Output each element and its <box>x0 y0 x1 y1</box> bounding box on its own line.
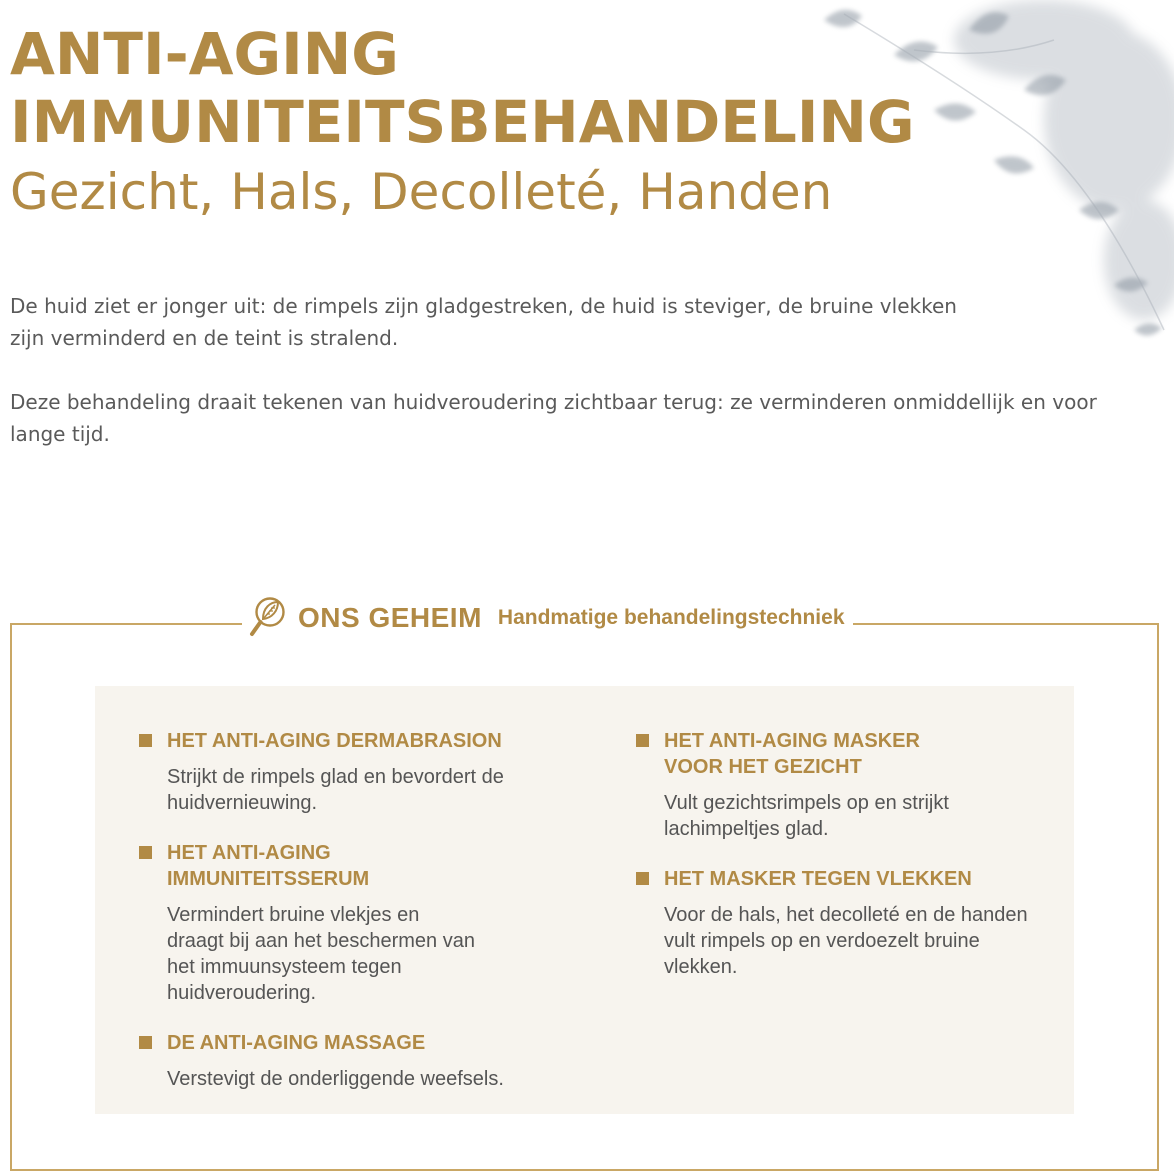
treatment-step <box>139 728 579 816</box>
treatment-step-title: HET ANTI-AGING DERMABRASION <box>167 730 502 752</box>
treatment-step <box>636 866 1056 980</box>
intro-paragraph-2: Deze behandeling draait tekenen van huidveroudering zichtbaar terug: ze verminderen onmiddellijk en voor lange tijd. <box>10 390 1097 446</box>
secret-title: ONS GEHEIM <box>298 602 482 633</box>
treatment-step-description: Strijkt de rimpels glad en bevordert de huidvernieuwing. <box>167 766 504 814</box>
treatment-step-description: Voor de hals, het decolleté en de handen vult rimpels op en verdoezelt bruine vlekken. <box>664 904 1028 978</box>
treatment-step-title: HET MASKER TEGEN VLEKKEN <box>664 868 972 890</box>
square-bullet-icon <box>139 734 152 747</box>
treatment-step-description: Vermindert bruine vlekjes en draagt bij aan het beschermen van het immuunsysteem tegen huidveroudering. <box>167 904 475 1004</box>
treatment-steps-panel <box>95 686 1074 1114</box>
treatment-steps-left-column <box>139 728 579 1092</box>
treatment-step-description: Verstevigt de onderliggende weefsels. <box>167 1068 504 1090</box>
square-bullet-icon <box>139 1036 152 1049</box>
page-title <box>10 20 1130 156</box>
page-title-line-2: IMMUNITEITSBEHANDELING <box>10 88 915 156</box>
page-title-line-1: ANTI-AGING <box>10 20 399 88</box>
leaf-magnifier-icon <box>248 594 288 642</box>
secret-heading <box>242 588 853 648</box>
treatment-step <box>139 1030 579 1092</box>
secret-subtitle: Handmatige behandelingstechniek <box>497 606 845 629</box>
treatment-step <box>636 728 1056 842</box>
treatment-step-title: DE ANTI-AGING MASSAGE <box>167 1032 426 1054</box>
square-bullet-icon <box>636 734 649 747</box>
square-bullet-icon <box>636 872 649 885</box>
treatment-steps-right-column <box>636 728 1056 980</box>
treatment-step-title: HET ANTI-AGING IMMUNITEITSSERUM <box>167 842 370 890</box>
intro-text <box>10 290 1150 450</box>
treatment-step-title: HET ANTI-AGING MASKER VOOR HET GEZICHT <box>664 730 920 778</box>
treatment-step-description: Vult gezichtsrimpels op en strijkt lachimpeltjes glad. <box>664 792 949 840</box>
square-bullet-icon <box>139 846 152 859</box>
page-subtitle: Gezicht, Hals, Decolleté, Handen <box>10 163 833 221</box>
intro-paragraph-1: De huid ziet er jonger uit: de rimpels zijn gladgestreken, de huid is steviger, de bruine vlekken zijn verminderd en de teint is stralend. <box>10 294 957 350</box>
hero-header <box>10 20 1130 222</box>
treatment-step <box>139 840 579 1006</box>
